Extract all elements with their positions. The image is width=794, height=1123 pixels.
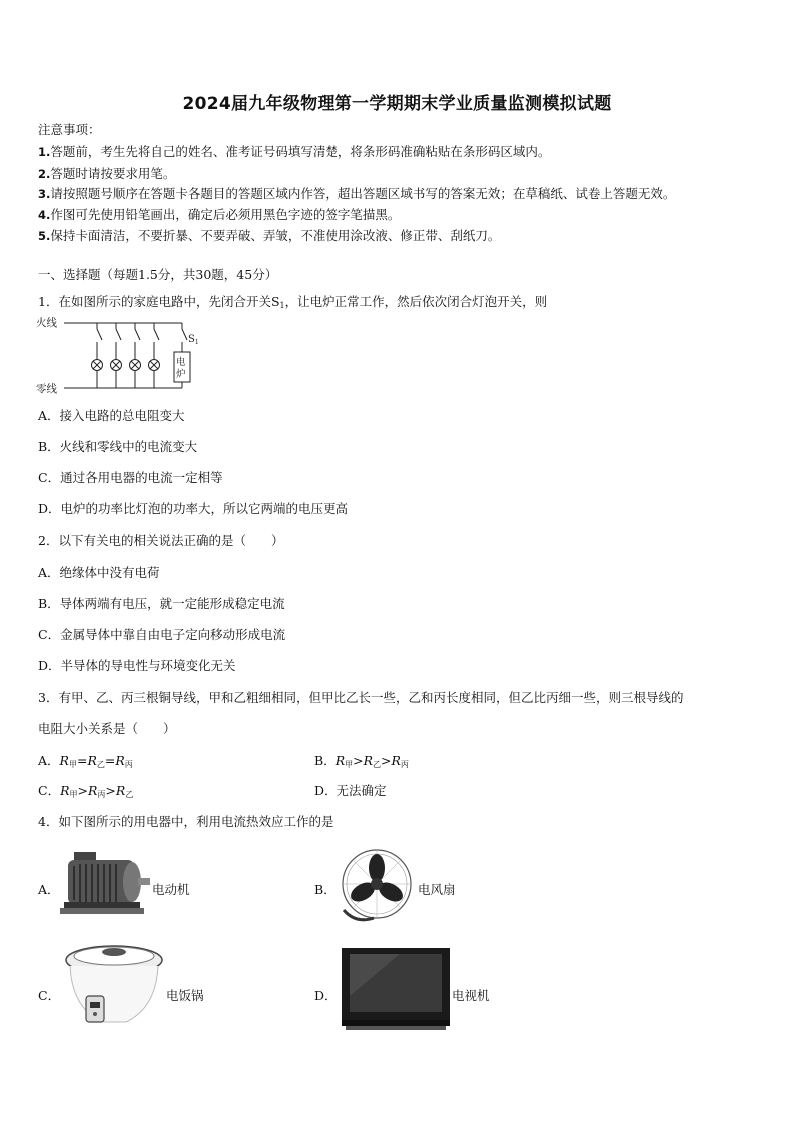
electric-fan-icon (336, 846, 418, 931)
television-icon (340, 946, 452, 1035)
question-3-stem: 电阻大小关系是（ ） (38, 721, 176, 736)
page-title: 2024届九年级物理第一学期期末学业质量监测模拟试题 (182, 94, 612, 114)
circuit-diagram (36, 316, 206, 399)
q4-option-b-label: B． (314, 882, 336, 897)
q3-option-c: C．$R_甲>R_丙>R_乙$ (38, 783, 134, 799)
q4-option-a-name: 电动机 (152, 882, 190, 897)
neutral-wire-label: 零线 (36, 383, 57, 395)
q4-option-c-name: 电饭锅 (166, 988, 204, 1003)
q4-option-b-name: 电风扇 (418, 882, 456, 897)
note-item: 4.作图可先使用铅笔画出，确定后必须用黑色字迹的签字笔描黑。 (38, 207, 401, 222)
q1-option-d: D．电炉的功率比灯泡的功率大，所以它两端的电压更高 (38, 501, 349, 516)
question-4-stem: 4．如下图所示的用电器中，利用电流热效应工作的是 (38, 814, 334, 829)
q3-option-d: D．无法确定 (314, 783, 387, 798)
switch-s1-label: $S_1$ (188, 334, 199, 346)
note-item: 3.请按照题号顺序在答题卡各题目的答题区域内作答，超出答题区域书写的答案无效；在草稿纸、试卷上答题无效。 (38, 186, 676, 201)
q1-option-c: C．通过各用电器的电流一定相等 (38, 470, 223, 485)
stove-label: 炉 (176, 369, 186, 380)
q1-option-b: B．火线和零线中的电流变大 (38, 439, 198, 454)
q2-option-c: C．金属导体中靠自由电子定向移动形成电流 (38, 627, 286, 642)
rice-cooker-icon (62, 938, 166, 1037)
question-3-stem: 3．有甲、乙、丙三根铜导线，甲和乙粗细相同，但甲比乙长一些，乙和丙长度相同，但乙比丙细一些，则三根导线的 (38, 690, 684, 705)
stove-label: 电 (176, 357, 186, 368)
live-wire-label: 火线 (36, 317, 57, 329)
q4-option-d-label: D． (314, 988, 337, 1003)
electric-motor-icon (60, 846, 152, 925)
question-2-stem: 2．以下有关电的相关说法正确的是（ ） (38, 533, 284, 548)
q4-option-d-name: 电视机 (452, 988, 490, 1003)
q1-option-a: A．接入电路的总电阻变大 (38, 408, 185, 423)
q4-option-c-label: C． (38, 988, 61, 1003)
note-item: 5.保持卡面清洁，不要折暴、不要弄破、弄皱，不准使用涂改液、修正带、刮纸刀。 (38, 228, 501, 243)
q2-option-a: A．绝缘体中没有电荷 (38, 565, 160, 580)
q2-option-b: B．导体两端有电压，就一定能形成稳定电流 (38, 596, 285, 611)
q3-option-b: B．$R_甲>R_乙>R_丙$ (314, 753, 409, 769)
note-item: 1.答题前，考生先将自己的姓名、准考证号码填写清楚，将条形码准确粘贴在条形码区域内。 (38, 144, 551, 159)
q3-option-a: A．$R_甲=R_乙=R_丙$ (38, 753, 133, 769)
section-heading: 一、选择题（每题1.5分，共30题，45分） (38, 267, 278, 282)
q2-option-d: D．半导体的导电性与环境变化无关 (38, 658, 236, 673)
q4-option-a-label: A． (38, 882, 60, 897)
notes-heading: 注意事项： (38, 122, 101, 137)
question-1-stem: 1．在如图所示的家庭电路中，先闭合开关$S_1$，让电炉正常工作，然后依次闭合灯泡开关，则 (38, 294, 548, 310)
note-item: 2.答题时请按要求用笔。 (38, 166, 176, 181)
